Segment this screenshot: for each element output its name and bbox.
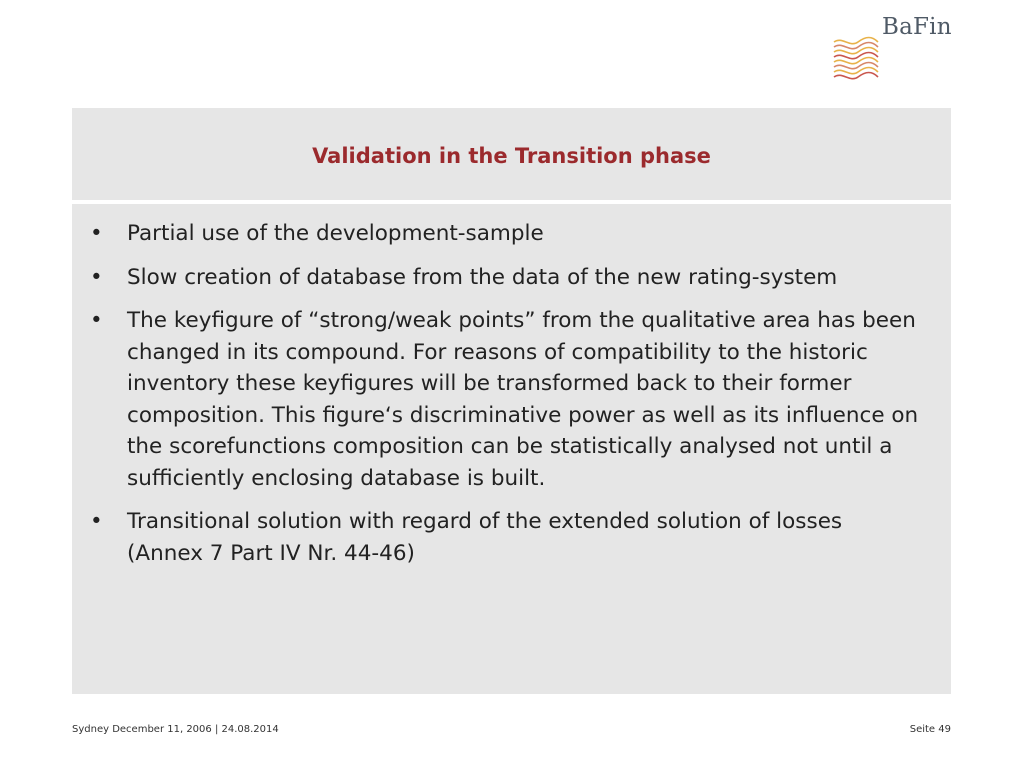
logo-text: BaFin — [882, 14, 952, 40]
bullet-item — [90, 305, 921, 494]
slide-title: Validation in the Transition phase — [312, 144, 711, 168]
bullet-icon: • — [90, 509, 103, 534]
page-number: Seite 49 — [909, 724, 951, 735]
bullet-item — [90, 506, 921, 569]
wave-logo-icon — [832, 34, 880, 82]
bullet-text: Partial use of the development-sample — [127, 221, 544, 246]
title-panel — [72, 108, 951, 200]
content-panel — [72, 204, 951, 694]
bullet-text: Transitional solution with regard of the extended solution of losses (Annex 7 Part IV Nr. 44-46) — [127, 509, 843, 566]
bullet-item — [90, 218, 921, 250]
bullet-item — [90, 262, 921, 294]
bullet-list — [72, 204, 951, 569]
footer-date: Sydney December 11, 2006 | 24.08.2014 — [72, 724, 279, 735]
bafin-logo — [832, 14, 956, 84]
bullet-icon: • — [90, 308, 103, 333]
bullet-text: The keyfigure of “strong/weak points” from the qualitative area has been changed in its compound. For reasons of compatibility to the historic inventory these keyfigures will be transformed back to their former composition. This figure‘s discriminative power as well as its influence on the scorefunctions composition can be statistically analysed not until a sufficiently enclosing database is built. — [127, 308, 919, 491]
bullet-text: Slow creation of database from the data of the new rating-system — [127, 264, 838, 290]
bullet-icon: • — [90, 221, 103, 246]
bullet-icon: • — [90, 264, 103, 290]
